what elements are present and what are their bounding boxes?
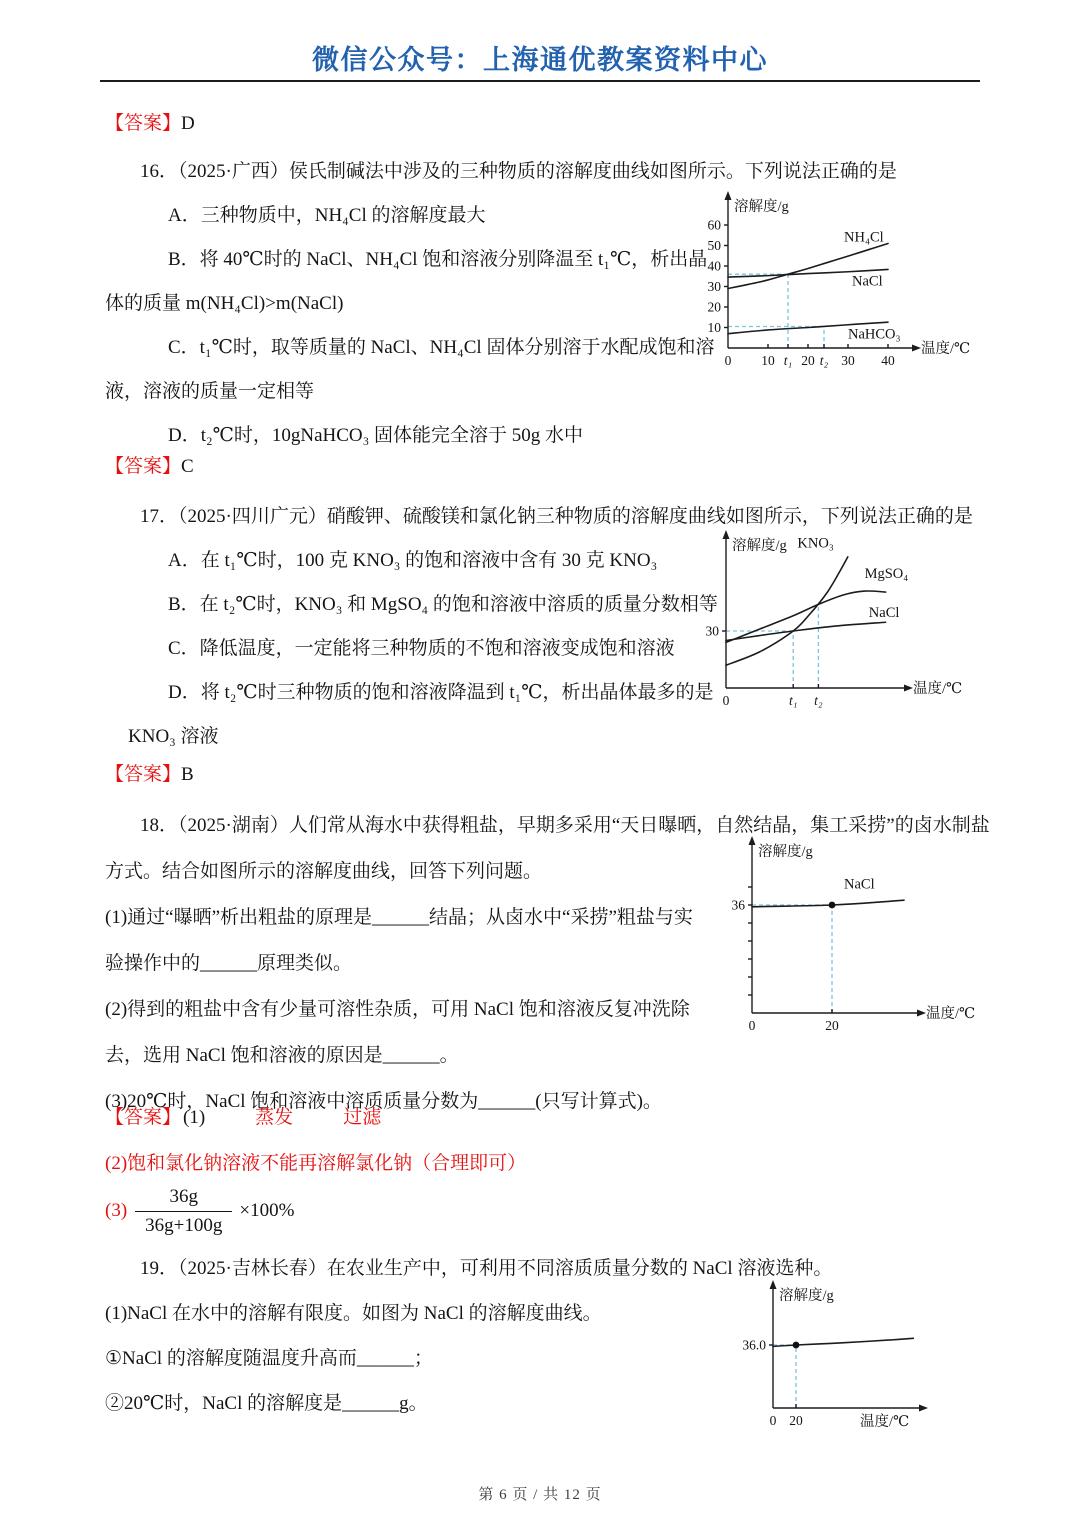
answer-line-q18-part1	[105, 1104, 381, 1132]
question-19	[105, 1246, 832, 1426]
solubility-chart-q16	[698, 193, 998, 378]
y-axis-label: 溶解度/g	[758, 844, 813, 860]
curve-KNO₃	[726, 557, 848, 665]
fraction-numerator: 36g	[135, 1186, 232, 1212]
x-tick-label: 10	[761, 353, 775, 368]
curve-label: NaCl	[852, 273, 883, 290]
y-axis-arrow-icon	[725, 191, 732, 200]
fraction-multiplier: ×100%	[239, 1200, 295, 1221]
answer-label: 【答案】	[105, 1107, 182, 1128]
x-tick-label: 20	[801, 353, 815, 368]
x-axis-label: 温度/℃	[860, 1414, 910, 1430]
answer-line-q17	[105, 761, 194, 789]
q18-part2-line1: (2)得到的粗盐中含有少量可溶性杂质，可用 NaCl 饱和溶液反复冲洗除	[105, 999, 690, 1020]
answer-part1-blank1: 蒸发	[255, 1107, 294, 1128]
answer-value: D	[181, 113, 195, 134]
y-tick-label: 36	[731, 897, 745, 913]
answer-label: 【答案】	[105, 764, 182, 785]
q18-part1-line2: 验操作中的______原理类似。	[105, 953, 353, 974]
x-tick-label: 30	[841, 353, 855, 368]
y-axis-label: 溶解度/g	[734, 199, 789, 215]
x-tick-label: 40	[881, 353, 895, 368]
answer-part1-blank2: 过滤	[343, 1107, 382, 1128]
data-point-dot	[793, 1342, 800, 1349]
curve-MgSO₄	[726, 591, 886, 642]
q19-sub1: ①NaCl 的溶解度随温度升高而______；	[105, 1348, 433, 1369]
y-tick-label: 30	[705, 623, 719, 639]
answer-label: 【答案】	[105, 113, 182, 134]
x-tick-label: t₁	[788, 693, 798, 708]
q19-part1: (1)NaCl 在水中的溶解有限度。如图为 NaCl 的溶解度曲线。	[105, 1303, 602, 1324]
q16-option-c-line2: 液，溶液的质量一定相等	[105, 381, 315, 402]
curve-label: MgSO₄	[864, 565, 909, 582]
q17-option-a: A．在 t₁℃时，100 克 KNO₃ 的饱和溶液中含有 30 克 KNO₃	[168, 550, 658, 571]
q18-part2-line2: 去，选用 NaCl 饱和溶液的原因是______。	[105, 1045, 459, 1066]
curve-NaCl	[752, 900, 904, 907]
y-axis-arrow-icon	[723, 530, 730, 539]
q19-sub2: ②20℃时，NaCl 的溶解度是______g。	[105, 1393, 428, 1414]
answer-line-q16	[105, 453, 194, 481]
answer-line-q18-part3	[105, 1182, 294, 1240]
header-divider-line	[100, 80, 980, 82]
fraction-denominator: 36g+100g	[145, 1214, 223, 1236]
answer-part1-number: (1)	[183, 1107, 206, 1128]
y-axis-label: 溶解度/g	[732, 538, 787, 554]
curve-label: NaCl	[844, 876, 875, 893]
x-axis-label: 温度/℃	[913, 681, 963, 697]
x-axis-arrow-icon	[912, 345, 921, 352]
x-tick-label: t₂	[814, 693, 823, 708]
answer-line-prev	[105, 110, 195, 138]
q16-option-a: A．三种物质中，NH₄Cl 的溶解度最大	[168, 205, 486, 226]
x-tick-label: t₁	[783, 353, 793, 368]
x-tick-label: 20	[789, 1413, 803, 1428]
q17-option-c: C．降低温度，一定能将三种物质的不饱和溶液变成饱和溶液	[168, 638, 675, 659]
q16-option-c-line1: C．t₁℃时，取等质量的 NaCl、NH₄Cl 固体分别溶于水配成饱和溶	[168, 337, 715, 358]
fraction	[135, 1186, 232, 1237]
curve-label: KNO₃	[797, 535, 834, 552]
q17-option-d-line2: KNO₃ 溶液	[128, 726, 219, 747]
y-tick-label: 10	[707, 320, 721, 335]
q17-stem: 17．（2025·四川广元）硝酸钾、硫酸镁和氯化钠三种物质的溶解度曲线如图所示，下列说法正确的是	[140, 506, 973, 527]
solubility-chart-q18	[730, 838, 1000, 1038]
y-axis-arrow-icon	[749, 836, 756, 845]
x-axis-arrow-icon	[917, 1010, 926, 1017]
q17-option-d-line1: D．将 t₂℃时三种物质的饱和溶液降温到 t₁℃，析出晶体最多的是	[168, 682, 714, 703]
x-tick-label: 0	[769, 1413, 777, 1428]
y-tick-label: 50	[707, 238, 721, 253]
x-axis-arrow-icon	[919, 1405, 928, 1412]
y-axis-label: 溶解度/g	[779, 1288, 834, 1304]
answer-label: 【答案】	[105, 456, 182, 477]
x-tick-label: 0	[722, 693, 730, 708]
q19-stem: 19．（2025·吉林长春）在农业生产中，可利用不同溶质质量分数的 NaCl 溶液选种。	[140, 1258, 833, 1279]
y-tick-label: 60	[707, 217, 721, 233]
y-tick-label: 36.0	[742, 1337, 766, 1353]
q18-part1-line1: (1)通过“曝晒”析出粗盐的原理是______结晶；从卤水中“采捞”粗盐与实	[105, 907, 693, 928]
q18-stem-line2: 方式。结合如图所示的溶解度曲线，回答下列问题。	[105, 861, 543, 882]
x-axis-label: 温度/℃	[926, 1006, 976, 1022]
q18-stem-line1: 18．（2025·湖南）人们常从海水中获得粗盐，早期多采用“天日曝晒，自然结晶，集工采捞”的卤水制盐	[140, 815, 990, 836]
answer-value: B	[181, 764, 194, 785]
q16-option-d: D．t₂℃时，10gNaHCO₃ 固体能完全溶于 50g 水中	[168, 425, 584, 446]
curve-label: NH₄Cl	[844, 229, 884, 246]
q17-option-b: B．在 t₂℃时，KNO₃ 和 MgSO₄ 的饱和溶液中溶质的质量分数相等	[168, 594, 718, 615]
x-tick-label: 0	[748, 1018, 756, 1033]
data-point-dot	[829, 902, 836, 909]
curve-label: NaHCO₃	[848, 326, 901, 343]
q16-stem: 16．（2025·广西）侯氏制碱法中涉及的三种物质的溶解度曲线如图所示。下列说法正确的是	[140, 161, 897, 182]
page-header-title: 微信公众号：上海通优教案资料中心	[312, 45, 768, 75]
solubility-chart-q19	[735, 1280, 985, 1435]
answer-part3-number: (3)	[105, 1200, 128, 1221]
q16-option-b-line1: B．将 40℃时的 NaCl、NH₄Cl 饱和溶液分别降温至 t₁℃，析出晶	[168, 249, 708, 270]
answer-line-q18-part2: (2)饱和氯化钠溶液不能再溶解氯化钠（合理即可）	[105, 1153, 527, 1174]
solubility-chart-q17	[700, 520, 1000, 715]
curve-label: NaCl	[868, 604, 900, 621]
x-axis-arrow-icon	[904, 685, 913, 692]
y-axis-arrow-icon	[770, 1280, 777, 1289]
q18-part3: (3)20℃时，NaCl 饱和溶液中溶质质量分数为______(只写计算式)。	[105, 1091, 662, 1112]
answer-value: C	[181, 456, 194, 477]
y-tick-label: 20	[707, 299, 721, 315]
x-tick-label: 20	[825, 1018, 839, 1033]
y-tick-label: 30	[707, 279, 721, 294]
x-axis-label: 温度/℃	[921, 341, 971, 357]
y-tick-label: 40	[707, 258, 721, 274]
page-footer: 第 6 页 / 共 12 页	[478, 1487, 602, 1503]
q16-option-b-line2: 体的质量 m(NH₄Cl)>m(NaCl)	[105, 293, 344, 314]
x-tick-label: t₂	[819, 353, 829, 368]
x-tick-label: 0	[724, 353, 732, 368]
